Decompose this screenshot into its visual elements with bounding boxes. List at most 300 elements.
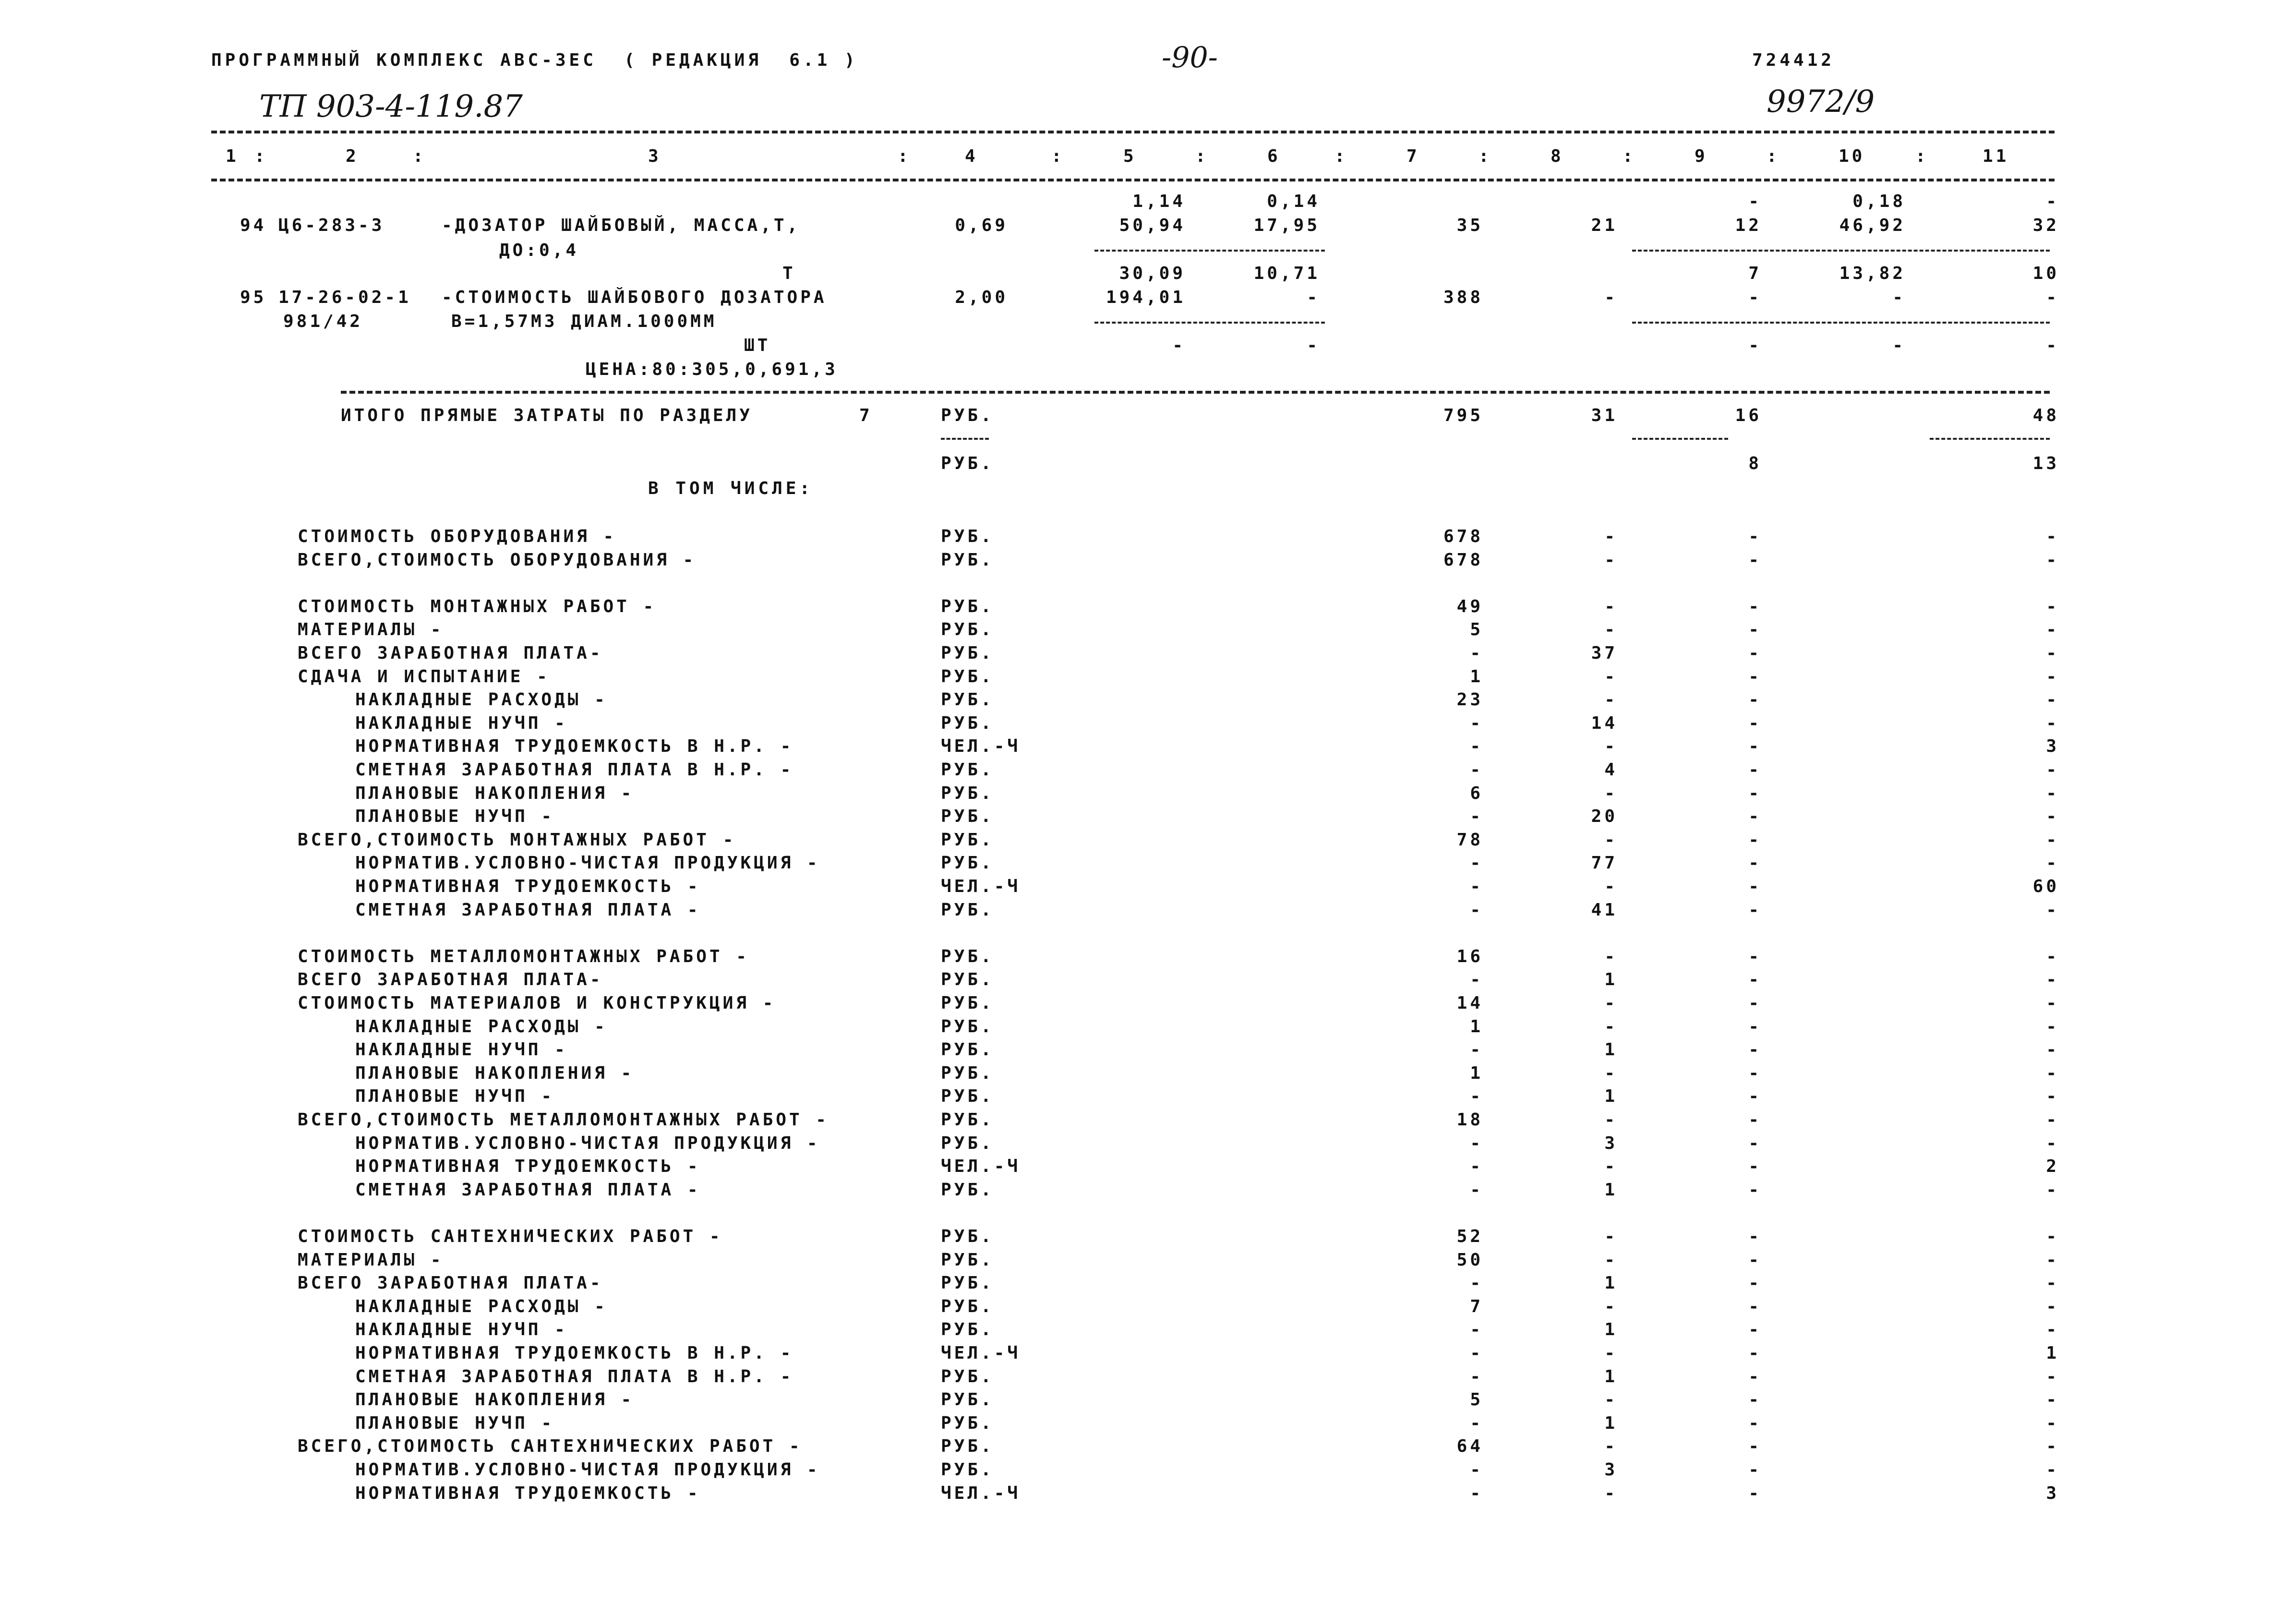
breakdown-row (0, 948, 2296, 965)
col-header-4: 4 (965, 146, 978, 166)
breakdown-row (0, 995, 2296, 1012)
row-col11: 2 (2046, 1157, 2059, 1176)
row-label: СДАЧА И ИСПЫТАНИЕ - (298, 667, 550, 687)
row-col8: 1 (1604, 1413, 1618, 1433)
row-label: НАКЛАДНЫЕ РАСХОДЫ - (355, 1017, 608, 1037)
item95-name: -СТОИМОСТЬ ШАЙБОВОГО ДОЗАТОРА (442, 288, 827, 307)
row-col9: - (1748, 760, 1762, 780)
col-header-6: 6 (1267, 146, 1281, 166)
row-col11: - (2046, 1460, 2059, 1480)
row-label: НОРМАТИВНАЯ ТРУДОЕМКОСТЬ В Н.Р. - (355, 736, 794, 756)
row-label: ПЛАНОВЫЕ НУЧП - (355, 1086, 555, 1106)
row-unit: РУБ. (941, 784, 994, 803)
breakdown-row (0, 1088, 2296, 1105)
row-col11: - (2046, 713, 2059, 733)
row-col11: - (2046, 900, 2059, 920)
row-col7: - (1470, 643, 1483, 663)
row-col8: - (1604, 1343, 1618, 1363)
breakdown-row (0, 1345, 2296, 1362)
row-col9: - (1748, 853, 1762, 873)
breakdown-row (0, 552, 2296, 569)
row-col7: 7 (1470, 1297, 1483, 1316)
row-col9: - (1748, 877, 1762, 896)
row-col11: - (2046, 947, 2059, 966)
col-header-11: 11 (1983, 146, 2009, 166)
row-col7: 64 (1456, 1436, 1483, 1456)
row-label: МАТЕРИАЛЫ - (298, 1250, 444, 1270)
row-col7: 50 (1456, 1250, 1483, 1270)
total-row: ИТОГО ПРЯМЫЕ ЗАТРАТЫ ПО РАЗДЕЛУ 7 РУБ. 795 31 16 48 (341, 406, 2059, 425)
row-col7: - (1470, 1460, 1483, 1480)
breakdown-row (0, 785, 2296, 802)
col-header-1: 1 (226, 146, 239, 166)
row-col7: - (1470, 736, 1483, 756)
total-rule (341, 391, 2050, 394)
row-label: ПЛАНОВЫЕ НАКОПЛЕНИЯ - (355, 1063, 635, 1083)
row-label: НОРМАТИВ.УСЛОВНО-ЧИСТАЯ ПРОДУКЦИЯ - (355, 853, 820, 873)
row-col9: - (1748, 1297, 1762, 1316)
row-label: ВСЕГО,СТОИМОСТЬ МЕТАЛЛОМОНТАЖНЫХ РАБОТ - (298, 1110, 829, 1130)
breakdown-row (0, 855, 2296, 872)
row-label: НАКЛАДНЫЕ РАСХОДЫ - (355, 690, 608, 710)
row-col11: - (2046, 1390, 2059, 1410)
row-unit: ЧЕЛ.-Ч (941, 1343, 1021, 1363)
row-col11: - (2046, 1297, 2059, 1316)
row-col7: 1 (1470, 1017, 1483, 1037)
row-label: ПЛАНОВЫЕ НУЧП - (355, 807, 555, 826)
row-col11: - (2046, 760, 2059, 780)
row-col7: - (1470, 900, 1483, 920)
row-label: НАКЛАДНЫЕ НУЧП - (355, 1040, 568, 1060)
row-col9: - (1748, 1273, 1762, 1293)
col-header-9: 9 (1695, 146, 1708, 166)
row-col9: - (1748, 1320, 1762, 1339)
col-header-8: 8 (1551, 146, 1564, 166)
row-col9: - (1748, 1157, 1762, 1176)
item95-row-3: ШТ - - - - - (744, 336, 2059, 355)
total-row-2: РУБ. 8 13 (941, 454, 2059, 473)
row-label: ВСЕГО,СТОИМОСТЬ САНТЕХНИЧЕСКИХ РАБОТ - (298, 1436, 803, 1456)
row-col7: - (1470, 1180, 1483, 1200)
header-rule-top (211, 131, 2055, 133)
row-col9: - (1748, 784, 1762, 803)
row-col7: 6 (1470, 784, 1483, 803)
row-unit: РУБ. (941, 527, 994, 546)
row-unit: РУБ. (941, 690, 994, 710)
row-unit: ЧЕЛ.-Ч (941, 877, 1021, 896)
row-col9: - (1748, 970, 1762, 989)
row-col8: - (1604, 1483, 1618, 1503)
row-col11: - (2046, 1413, 2059, 1433)
row-label: ВСЕГО ЗАРАБОТНАЯ ПЛАТА- (298, 970, 603, 989)
row-col7: - (1470, 853, 1483, 873)
row-col7: - (1470, 1483, 1483, 1503)
row-label: СТОИМОСТЬ МАТЕРИАЛОВ И КОНСТРУКЦИЯ - (298, 993, 776, 1013)
row-col8: - (1604, 667, 1618, 687)
row-col11: - (2046, 970, 2059, 989)
breakdown-row (0, 1065, 2296, 1082)
row-col8: 77 (1591, 853, 1618, 873)
row-col11: - (2046, 1273, 2059, 1293)
row-col8: 3 (1604, 1134, 1618, 1153)
row-label: СТОИМОСТЬ МОНТАЖНЫХ РАБОТ - (298, 597, 657, 616)
row-col9: - (1748, 1343, 1762, 1363)
including-heading: В ТОМ ЧИСЛЕ: (648, 479, 814, 498)
row-col9: - (1748, 550, 1762, 570)
row-col8: 1 (1604, 1367, 1618, 1387)
breakdown-row (0, 1321, 2296, 1339)
row-col9: - (1748, 1436, 1762, 1456)
breakdown-row (0, 715, 2296, 732)
item95-qty: 2,00 (955, 288, 1008, 307)
item95-row-2: 981/42 В=1,57М3 ДИАМ.1000ММ (283, 312, 717, 331)
row-label: ВСЕГО ЗАРАБОТНАЯ ПЛАТА- (298, 1273, 603, 1293)
breakdown-row (0, 1111, 2296, 1129)
row-unit: ЧЕЛ.-Ч (941, 1157, 1021, 1176)
handwritten-sheet-code: 9972/9 (1767, 84, 1875, 120)
col-header-3: 3 (648, 146, 661, 166)
row-col8: - (1604, 1297, 1618, 1316)
row-col8: 1 (1604, 1320, 1618, 1339)
breakdown-row (0, 1461, 2296, 1479)
row-col9: - (1748, 597, 1762, 616)
row-col11: - (2046, 1110, 2059, 1130)
row-col11: - (2046, 1367, 2059, 1387)
row-unit: РУБ. (941, 993, 994, 1013)
row-col7: - (1470, 1273, 1483, 1293)
row-col8: - (1604, 1390, 1618, 1410)
row-unit: РУБ. (941, 620, 994, 639)
row-col7: - (1470, 1413, 1483, 1433)
row-col7: 18 (1456, 1110, 1483, 1130)
breakdown-row (0, 1298, 2296, 1315)
total-label: ИТОГО ПРЯМЫЕ ЗАТРАТЫ ПО РАЗДЕЛУ (341, 406, 753, 425)
row-col9: - (1748, 1413, 1762, 1433)
row-col11: 60 (2032, 877, 2059, 896)
row-col9: - (1748, 1110, 1762, 1130)
row-unit: РУБ. (941, 947, 994, 966)
row-col9: - (1748, 1040, 1762, 1060)
row-col11: - (2046, 1017, 2059, 1037)
row-col8: 1 (1604, 1040, 1618, 1060)
row-col11: - (2046, 1227, 2059, 1246)
row-col7: 5 (1470, 620, 1483, 639)
row-col11: 1 (2046, 1343, 2059, 1363)
row-col11: - (2046, 690, 2059, 710)
row-col9: - (1748, 807, 1762, 826)
row-label: НОРМАТИВ.УСЛОВНО-ЧИСТАЯ ПРОДУКЦИЯ - (355, 1460, 820, 1480)
row-col7: - (1470, 970, 1483, 989)
row-col8: - (1604, 1250, 1618, 1270)
row-col7: - (1470, 1157, 1483, 1176)
row-unit: РУБ. (941, 1273, 994, 1293)
row-col11: - (2046, 667, 2059, 687)
breakdown-row (0, 1415, 2296, 1432)
row-unit: РУБ. (941, 900, 994, 920)
row-col8: - (1604, 784, 1618, 803)
row-col8: - (1604, 830, 1618, 850)
row-col11: - (2046, 1040, 2059, 1060)
row-col11: 3 (2046, 1483, 2059, 1503)
row-unit: РУБ. (941, 1297, 994, 1316)
col-header-2: 2 (346, 146, 359, 166)
row-col8: - (1604, 877, 1618, 896)
row-unit: РУБ. (941, 1180, 994, 1200)
row-label: НАКЛАДНЫЕ НУЧП - (355, 713, 568, 733)
row-label: СМЕТНАЯ ЗАРАБОТНАЯ ПЛАТА В Н.Р. - (355, 1367, 794, 1387)
row-col9: - (1748, 1460, 1762, 1480)
row-col8: 3 (1604, 1460, 1618, 1480)
row-col9: - (1748, 1250, 1762, 1270)
handwritten-project-code: ТП 903-4-119.87 (259, 89, 523, 124)
row-col7: 78 (1456, 830, 1483, 850)
breakdown-row (0, 1252, 2296, 1269)
breakdown-row (0, 1275, 2296, 1292)
col-header-7: 7 (1406, 146, 1420, 166)
row-col8: 41 (1591, 900, 1618, 920)
breakdown-row (0, 738, 2296, 755)
breakdown-row (0, 1018, 2296, 1036)
row-col9: - (1748, 643, 1762, 663)
row-col7: 678 (1443, 527, 1483, 546)
row-col7: - (1470, 1320, 1483, 1339)
row-label: СТОИМОСТЬ ОБОРУДОВАНИЯ - (298, 527, 617, 546)
row-col8: - (1604, 620, 1618, 639)
row-unit: ЧЕЛ.-Ч (941, 736, 1021, 756)
row-col7: - (1470, 1086, 1483, 1106)
item94-name: -ДОЗАТОР ШАЙБОВЫЙ, МАССА,Т, (442, 216, 801, 235)
row-col9: - (1748, 993, 1762, 1013)
row-unit: РУБ. (941, 1436, 994, 1456)
row-col9: - (1748, 690, 1762, 710)
row-label: ПЛАНОВЫЕ НАКОПЛЕНИЯ - (355, 784, 635, 803)
breakdown-row (0, 808, 2296, 825)
col-header-5: 5 (1123, 146, 1137, 166)
row-col8: - (1604, 947, 1618, 966)
page-number: -90- (1162, 41, 1218, 74)
row-unit: РУБ. (941, 713, 994, 733)
breakdown-row (0, 598, 2296, 615)
row-col7: 16 (1456, 947, 1483, 966)
row-col11: - (2046, 1180, 2059, 1200)
row-label: ВСЕГО,СТОИМОСТЬ ОБОРУДОВАНИЯ - (298, 550, 697, 570)
row-col8: - (1604, 1227, 1618, 1246)
breakdown-row (0, 971, 2296, 989)
row-col8: 14 (1591, 713, 1618, 733)
row-col8: - (1604, 1017, 1618, 1037)
row-col11: - (2046, 1134, 2059, 1153)
row-col8: 20 (1591, 807, 1618, 826)
row-unit: РУБ. (941, 1040, 994, 1060)
row-col7: 14 (1456, 993, 1483, 1013)
breakdown-row (0, 832, 2296, 849)
row-col11: - (2046, 1086, 2059, 1106)
row-col7: 49 (1456, 597, 1483, 616)
row-unit: РУБ. (941, 970, 994, 989)
row-col11: - (2046, 993, 2059, 1013)
row-label: НАКЛАДНЫЕ НУЧП - (355, 1320, 568, 1339)
row-col9: - (1748, 1227, 1762, 1246)
row-col9: - (1748, 713, 1762, 733)
row-col7: - (1470, 1040, 1483, 1060)
item94-row-3: Т 30,09 10,71 7 13,82 10 (782, 264, 2059, 283)
breakdown-row (0, 1041, 2296, 1059)
item95-price: ЦЕНА:80:305,0,691,3 (586, 360, 838, 379)
row-col11: - (2046, 643, 2059, 663)
row-col7: - (1470, 807, 1483, 826)
header-rule-bottom (211, 179, 2055, 181)
row-unit: РУБ. (941, 1063, 994, 1083)
row-col9: - (1748, 900, 1762, 920)
row-col8: - (1604, 527, 1618, 546)
row-col9: - (1748, 667, 1762, 687)
row-col7: - (1470, 760, 1483, 780)
row-col8: 1 (1604, 970, 1618, 989)
breakdown-row (0, 645, 2296, 662)
row-col9: - (1748, 736, 1762, 756)
breakdown-row (0, 1368, 2296, 1386)
breakdown-row (0, 691, 2296, 709)
row-col9: - (1748, 1390, 1762, 1410)
row-label: НОРМАТИВНАЯ ТРУДОЕМКОСТЬ - (355, 1157, 701, 1176)
row-col8: - (1604, 1436, 1618, 1456)
row-label: СТОИМОСТЬ САНТЕХНИЧЕСКИХ РАБОТ - (298, 1227, 723, 1246)
document-number: 724412 (1752, 50, 1835, 70)
item94-row-2: ДО:0,4 (499, 241, 579, 260)
breakdown-row (0, 528, 2296, 545)
row-col8: - (1604, 690, 1618, 710)
item94-qty: 0,69 (955, 216, 1008, 235)
item94-code: Ц6-283-3 (278, 216, 385, 235)
row-col11: - (2046, 597, 2059, 616)
row-label: НАКЛАДНЫЕ РАСХОДЫ - (355, 1297, 608, 1316)
row-label: СТОИМОСТЬ МЕТАЛЛОМОНТАЖНЫХ РАБОТ - (298, 947, 749, 966)
row-label: НОРМАТИВНАЯ ТРУДОЕМКОСТЬ В Н.Р. - (355, 1343, 794, 1363)
row-col9: - (1748, 1063, 1762, 1083)
row-label: НОРМАТИВНАЯ ТРУДОЕМКОСТЬ - (355, 877, 701, 896)
row-col11: - (2046, 527, 2059, 546)
row-col9: - (1748, 1134, 1762, 1153)
row-unit: РУБ. (941, 1250, 994, 1270)
row-unit: РУБ. (941, 853, 994, 873)
row-col11: - (2046, 1320, 2059, 1339)
row-col7: - (1470, 1134, 1483, 1153)
row-col9: - (1748, 1367, 1762, 1387)
row-col7: 5 (1470, 1390, 1483, 1410)
row-unit: РУБ. (941, 1367, 994, 1387)
row-unit: РУБ. (941, 1320, 994, 1339)
row-unit: ЧЕЛ.-Ч (941, 1483, 1021, 1503)
row-col8: 37 (1591, 643, 1618, 663)
row-col7: - (1470, 713, 1483, 733)
row-label: СМЕТНАЯ ЗАРАБОТНАЯ ПЛАТА - (355, 900, 701, 920)
row-label: ВСЕГО ЗАРАБОТНАЯ ПЛАТА- (298, 643, 603, 663)
row-col9: - (1748, 1017, 1762, 1037)
row-unit: РУБ. (941, 1134, 994, 1153)
row-unit: РУБ. (941, 667, 994, 687)
row-col9: - (1748, 947, 1762, 966)
item95-number: 95 (240, 288, 267, 307)
row-unit: РУБ. (941, 1017, 994, 1037)
program-title: ПРОГРАММНЫЙ КОМПЛЕКС АВС-ЗЕС ( РЕДАКЦИЯ 6.1 ) (211, 50, 858, 70)
row-col8: 1 (1604, 1180, 1618, 1200)
col-header-10: 10 (1839, 146, 1865, 166)
row-col8: - (1604, 1063, 1618, 1083)
row-col8: - (1604, 597, 1618, 616)
row-col7: 678 (1443, 550, 1483, 570)
row-col7: - (1470, 1343, 1483, 1363)
row-unit: РУБ. (941, 597, 994, 616)
breakdown-row (0, 1182, 2296, 1199)
row-unit: РУБ. (941, 1227, 994, 1246)
row-col9: - (1748, 1086, 1762, 1106)
column-header-row: 1 2 3 4 5 6 7 8 9 10 11 : : : : : : : : : : (226, 146, 2009, 166)
breakdown-row (0, 1135, 2296, 1152)
row-unit: РУБ. (941, 1413, 994, 1433)
row-col11: - (2046, 853, 2059, 873)
row-col9: - (1748, 830, 1762, 850)
row-col11: - (2046, 1436, 2059, 1456)
breakdown-row (0, 1391, 2296, 1409)
row-col8: 1 (1604, 1086, 1618, 1106)
row-label: СМЕТНАЯ ЗАРАБОТНАЯ ПЛАТА В Н.Р. - (355, 760, 794, 780)
row-col7: 1 (1470, 667, 1483, 687)
row-label: МАТЕРИАЛЫ - (298, 620, 444, 639)
row-col11: 3 (2046, 736, 2059, 756)
breakdown-row (0, 1438, 2296, 1455)
row-label: НОРМАТИВНАЯ ТРУДОЕМКОСТЬ - (355, 1483, 701, 1503)
row-col11: - (2046, 807, 2059, 826)
row-col9: - (1748, 620, 1762, 639)
breakdown-row (0, 1485, 2296, 1502)
row-unit: РУБ. (941, 807, 994, 826)
row-col7: 1 (1470, 1063, 1483, 1083)
row-col8: - (1604, 736, 1618, 756)
row-unit: РУБ. (941, 830, 994, 850)
breakdown-row (0, 902, 2296, 919)
row-col11: - (2046, 550, 2059, 570)
row-col8: - (1604, 993, 1618, 1013)
row-label: СМЕТНАЯ ЗАРАБОТНАЯ ПЛАТА - (355, 1180, 701, 1200)
breakdown-row (0, 878, 2296, 895)
row-col8: - (1604, 1157, 1618, 1176)
breakdown-row (0, 621, 2296, 639)
row-col11: - (2046, 830, 2059, 850)
item94-row: 94 Ц6-283-3 -ДОЗАТОР ШАЙБОВЫЙ, МАССА,Т, 0,69 50,94 17,95 35 21 12 46,92 32 (240, 216, 2059, 235)
item94-top-row: 1,14 0,14 - 0,18 - (1132, 192, 2059, 211)
breakdown-row (0, 668, 2296, 686)
item94-number: 94 (240, 216, 267, 235)
row-unit: РУБ. (941, 643, 994, 663)
row-col11: - (2046, 784, 2059, 803)
row-unit: РУБ. (941, 1460, 994, 1480)
row-col7: - (1470, 877, 1483, 896)
row-col9: - (1748, 527, 1762, 546)
breakdown-row (0, 1228, 2296, 1245)
row-unit: РУБ. (941, 760, 994, 780)
breakdown-row (0, 1158, 2296, 1175)
row-unit: РУБ. (941, 1390, 994, 1410)
row-label: НОРМАТИВ.УСЛОВНО-ЧИСТАЯ ПРОДУКЦИЯ - (355, 1134, 820, 1153)
breakdown-row (0, 761, 2296, 779)
item95-code: 17-26-02-1 (278, 288, 411, 307)
row-label: ПЛАНОВЫЕ НАКОПЛЕНИЯ - (355, 1390, 635, 1410)
row-col7: - (1470, 1367, 1483, 1387)
row-col11: - (2046, 620, 2059, 639)
row-col8: 1 (1604, 1273, 1618, 1293)
row-col8: 4 (1604, 760, 1618, 780)
row-col9: - (1748, 1483, 1762, 1503)
